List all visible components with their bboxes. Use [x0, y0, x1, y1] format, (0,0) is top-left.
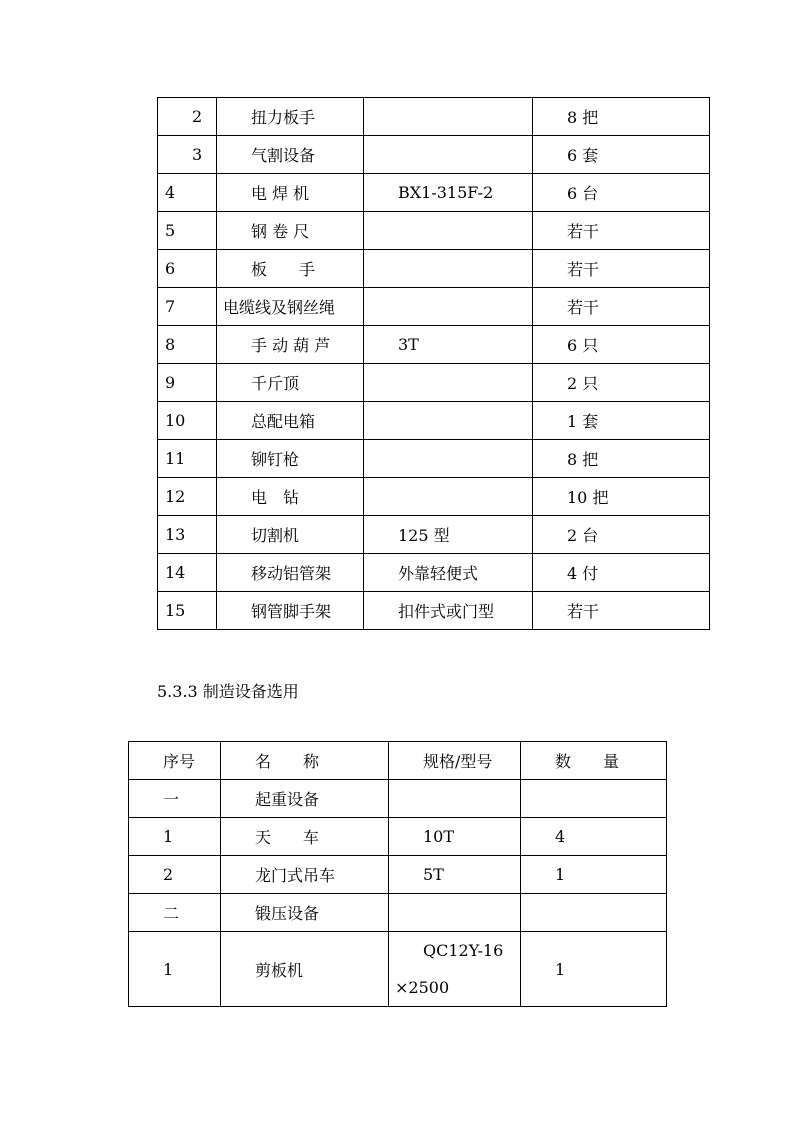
section-title: 5.3.3 制造设备选用: [157, 682, 299, 701]
tool-spec: [364, 440, 533, 478]
row-number: 8: [158, 326, 217, 364]
table-row: [129, 818, 667, 856]
table-row: [129, 856, 667, 894]
row-number: 1: [129, 932, 221, 1007]
tool-spec: 外靠轻便式: [364, 554, 533, 592]
header-name: 名 称: [221, 742, 389, 780]
table-row: [158, 326, 710, 364]
row-number: 4: [158, 174, 217, 212]
tool-name: 扭力板手: [217, 98, 364, 136]
tool-name: 手 动 葫 芦: [217, 326, 364, 364]
tool-name: 总配电箱: [217, 402, 364, 440]
equipment-name: 起重设备: [221, 780, 389, 818]
tool-qty: 8 把: [533, 98, 710, 136]
table-row: [158, 402, 710, 440]
equipment-spec: 5T: [389, 856, 521, 894]
table-row: [158, 592, 710, 630]
tool-spec: [364, 364, 533, 402]
tool-spec: 125 型: [364, 516, 533, 554]
equipment-qty: 1: [521, 932, 667, 1007]
tool-qty: 若干: [533, 212, 710, 250]
tool-spec: [364, 402, 533, 440]
row-number: 2: [129, 856, 221, 894]
tool-name: 钢 卷 尺: [217, 212, 364, 250]
tool-spec: 扣件式或门型: [364, 592, 533, 630]
tool-qty: 6 台: [533, 174, 710, 212]
tool-spec: BX1-315F-2: [364, 174, 533, 212]
row-number: 15: [158, 592, 217, 630]
row-number: 12: [158, 478, 217, 516]
equipment-name: 龙门式吊车: [221, 856, 389, 894]
header-spec: 规格/型号: [389, 742, 521, 780]
tool-spec: [364, 136, 533, 174]
row-number: 一: [129, 780, 221, 818]
table-row: [158, 288, 710, 326]
table-row: [158, 136, 710, 174]
tool-qty: 2 只: [533, 364, 710, 402]
tool-name: 钢管脚手架: [217, 592, 364, 630]
equipment-spec: [389, 932, 521, 1007]
row-number: 14: [158, 554, 217, 592]
tool-spec: [364, 250, 533, 288]
row-number: 6: [158, 250, 217, 288]
equipment-name: 锻压设备: [221, 894, 389, 932]
tool-qty: 1 套: [533, 402, 710, 440]
equipment-qty: 1: [521, 856, 667, 894]
table-row: [158, 212, 710, 250]
tool-qty: 2 台: [533, 516, 710, 554]
tool-qty: 10 把: [533, 478, 710, 516]
tool-qty: 若干: [533, 250, 710, 288]
header-no: 序号: [129, 742, 221, 780]
equipment-qty: [521, 894, 667, 932]
row-number: 11: [158, 440, 217, 478]
tool-name: 移动铝管架: [217, 554, 364, 592]
table-row: [129, 780, 667, 818]
tool-name: 电缆线及钢丝绳: [217, 288, 364, 326]
row-number: 3: [158, 136, 217, 174]
table-row: [158, 554, 710, 592]
table-row: [158, 478, 710, 516]
equipment-name: 天 车: [221, 818, 389, 856]
tool-name: 电 焊 机: [217, 174, 364, 212]
header-qty: 数 量: [521, 742, 667, 780]
tool-qty: 若干: [533, 288, 710, 326]
tool-spec: [364, 98, 533, 136]
tools-table: [157, 97, 710, 630]
tool-qty: 若干: [533, 592, 710, 630]
equipment-spec: 10T: [389, 818, 521, 856]
row-number: 10: [158, 402, 217, 440]
tool-spec: 3T: [364, 326, 533, 364]
row-number: 2: [158, 98, 217, 136]
tool-qty: 8 把: [533, 440, 710, 478]
table-row: [158, 98, 710, 136]
row-number: 9: [158, 364, 217, 402]
equipment-table: [128, 741, 667, 1007]
equipment-spec: [389, 894, 521, 932]
tool-name: 切割机: [217, 516, 364, 554]
table-row: [158, 440, 710, 478]
row-number: 二: [129, 894, 221, 932]
table-row: [158, 250, 710, 288]
tool-name: 铆钉枪: [217, 440, 364, 478]
equipment-qty: [521, 780, 667, 818]
tool-name: 板 手: [217, 250, 364, 288]
table-row: [158, 516, 710, 554]
table-row: [129, 932, 667, 1007]
row-number: 1: [129, 818, 221, 856]
tool-qty: 6 套: [533, 136, 710, 174]
tool-name: 气割设备: [217, 136, 364, 174]
tool-name: 千斤顶: [217, 364, 364, 402]
equipment-spec-line1: QC12Y-16: [423, 941, 504, 960]
tool-spec: [364, 478, 533, 516]
equipment-name: 剪板机: [221, 932, 389, 1007]
tool-name: 电 钻: [217, 478, 364, 516]
tool-qty: 4 付: [533, 554, 710, 592]
table-row: [158, 364, 710, 402]
tool-qty: 6 只: [533, 326, 710, 364]
equipment-spec-line2: ×2500: [395, 978, 450, 997]
table-row: [158, 174, 710, 212]
tool-spec: [364, 212, 533, 250]
row-number: 5: [158, 212, 217, 250]
row-number: 7: [158, 288, 217, 326]
table-row: [129, 894, 667, 932]
table-header-row: [129, 742, 667, 780]
equipment-spec: [389, 780, 521, 818]
row-number: 13: [158, 516, 217, 554]
tool-spec: [364, 288, 533, 326]
equipment-qty: 4: [521, 818, 667, 856]
